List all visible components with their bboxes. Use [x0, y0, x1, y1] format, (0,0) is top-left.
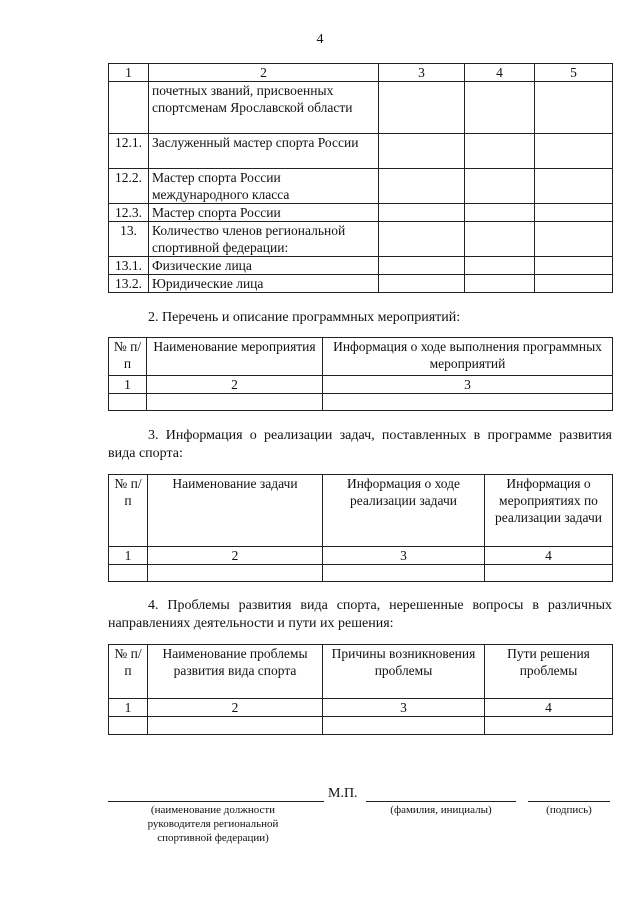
column-number: 1 — [109, 699, 148, 717]
position-line — [108, 801, 324, 802]
section2-heading: 2. Перечень и описание программных мероприятий: — [148, 310, 461, 325]
value-cell — [535, 82, 613, 134]
header-cell: 1 — [109, 64, 149, 82]
header-cell: 4 — [465, 64, 535, 82]
header-cell: № п/п — [109, 338, 147, 376]
value-cell — [535, 222, 613, 257]
table-number-row — [109, 699, 613, 717]
table-row — [109, 134, 613, 169]
column-number: 2 — [147, 376, 323, 394]
table-row — [109, 717, 613, 735]
row-label: Мастер спорта России международного класса — [149, 169, 379, 204]
name-caption: (фамилия, инициалы) — [390, 804, 492, 816]
value-cell — [465, 257, 535, 275]
value-cell — [379, 275, 465, 293]
sign-line — [528, 801, 610, 802]
row-label: Заслуженный мастер спорта России — [149, 134, 379, 169]
value-cell — [465, 204, 535, 222]
empty-cell — [323, 394, 613, 411]
sign-caption: (подпись) — [546, 804, 592, 816]
value-cell — [535, 169, 613, 204]
header-cell: Пути решения проблемы — [485, 645, 613, 699]
table-row — [109, 82, 613, 134]
header-cell: № п/п — [109, 645, 148, 699]
row-number: 13.2. — [109, 275, 149, 293]
column-number: 3 — [323, 376, 613, 394]
empty-cell — [147, 394, 323, 411]
value-cell — [465, 134, 535, 169]
header-cell: № п/п — [109, 475, 148, 547]
table-row — [109, 169, 613, 204]
tasks-table — [108, 474, 613, 582]
header-cell: Наименование проблемы развития вида спорта — [148, 645, 323, 699]
row-number: 13. — [109, 222, 149, 257]
value-cell — [535, 275, 613, 293]
table-header-row — [109, 645, 613, 699]
name-line — [366, 801, 516, 802]
table-header-row — [109, 475, 613, 547]
table-row — [109, 204, 613, 222]
column-number: 3 — [323, 699, 485, 717]
section4-heading: 4. Проблемы развития вида спорта, нерешенные вопросы в различных направлениях деятельности и пути их решения: — [108, 598, 612, 631]
header-cell: Информация о ходе выполнения программных мероприятий — [323, 338, 613, 376]
column-number: 3 — [323, 547, 485, 565]
empty-cell — [109, 394, 147, 411]
header-cell: 3 — [379, 64, 465, 82]
header-cell: Причины возникновения проблемы — [323, 645, 485, 699]
empty-cell — [148, 565, 323, 582]
empty-cell — [485, 565, 613, 582]
table-row — [109, 275, 613, 293]
empty-cell — [323, 565, 485, 582]
table-number-row — [109, 376, 613, 394]
value-cell — [379, 134, 465, 169]
header-cell: Информация о ходе реализации задачи — [323, 475, 485, 547]
header-cell: 5 — [535, 64, 613, 82]
row-label: Юридические лица — [149, 275, 379, 293]
empty-cell — [323, 717, 485, 735]
value-cell — [379, 222, 465, 257]
row-label: почетных званий, присвоенных спортсменам Ярославской области — [149, 82, 379, 134]
problems-table — [108, 644, 613, 735]
empty-cell — [485, 717, 613, 735]
table-row — [109, 394, 613, 411]
row-label: Мастер спорта России — [149, 204, 379, 222]
value-cell — [379, 257, 465, 275]
header-cell: Информация о мероприятиях по реализации задачи — [485, 475, 613, 547]
value-cell — [379, 82, 465, 134]
column-number: 2 — [148, 547, 323, 565]
column-number: 1 — [109, 547, 148, 565]
table-row — [109, 222, 613, 257]
row-number: 12.1. — [109, 134, 149, 169]
header-cell: 2 — [149, 64, 379, 82]
table-header-row — [109, 338, 613, 376]
value-cell — [465, 169, 535, 204]
column-number: 4 — [485, 699, 613, 717]
value-cell — [379, 169, 465, 204]
header-cell: Наименование мероприятия — [147, 338, 323, 376]
program-events-table — [108, 337, 613, 411]
empty-cell — [148, 717, 323, 735]
empty-cell — [109, 717, 148, 735]
value-cell — [465, 275, 535, 293]
page-number: 4 — [316, 32, 324, 47]
value-cell — [465, 82, 535, 134]
table-header-row — [109, 64, 613, 82]
value-cell — [535, 134, 613, 169]
section3-heading: 3. Информация о реализации задач, поставленных в программе развития вида спорта: — [108, 428, 612, 461]
value-cell — [535, 257, 613, 275]
row-number: 12.2. — [109, 169, 149, 204]
header-cell: Наименование задачи — [148, 475, 323, 547]
table-row — [109, 257, 613, 275]
value-cell — [465, 222, 535, 257]
indicators-table — [108, 63, 613, 293]
row-number — [109, 82, 149, 134]
row-label: Количество членов региональной спортивной федерации: — [149, 222, 379, 257]
position-caption: (наименование должности руководителя региональной спортивной федерации) — [147, 804, 279, 844]
table-number-row — [109, 547, 613, 565]
column-number: 2 — [148, 699, 323, 717]
value-cell — [379, 204, 465, 222]
row-label: Физические лица — [149, 257, 379, 275]
column-number: 4 — [485, 547, 613, 565]
stamp-mark: М.П. — [328, 786, 358, 801]
row-number: 13.1. — [109, 257, 149, 275]
empty-cell — [109, 565, 148, 582]
value-cell — [535, 204, 613, 222]
column-number: 1 — [109, 376, 147, 394]
row-number: 12.3. — [109, 204, 149, 222]
table-row — [109, 565, 613, 582]
